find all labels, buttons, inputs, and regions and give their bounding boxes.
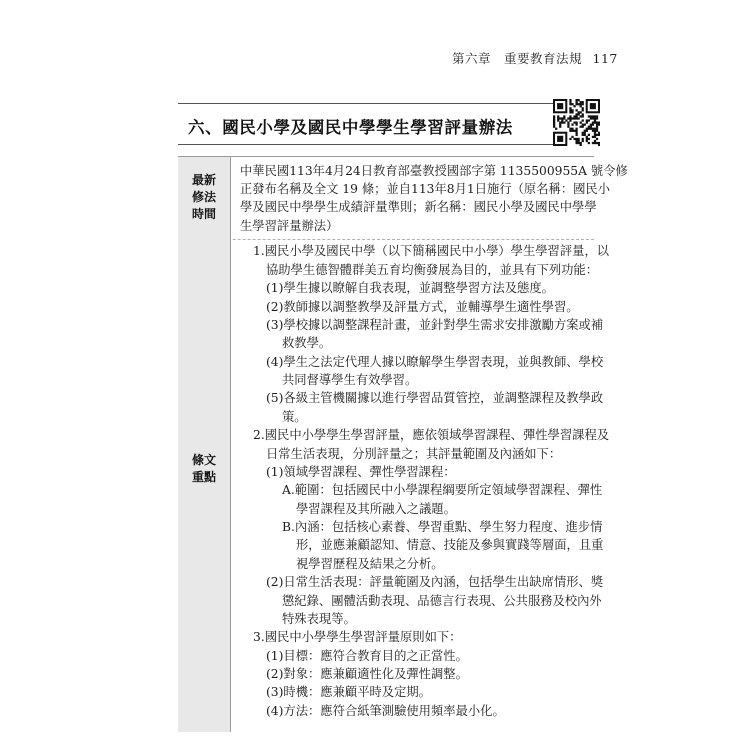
- section-title-bar: [178, 103, 595, 145]
- key-point-line: 救教學。: [282, 336, 332, 350]
- key-point-line: 日常生活表現，分別評量之；其評量範圍及內涵如下：: [266, 447, 562, 461]
- key-point-line: A.範圍：包括國民中小學課程綱要所定領域學習課程、彈性: [282, 483, 603, 497]
- key-point-line: (2)對象：應兼顧適性化及彈性調整。: [266, 667, 468, 681]
- amendment-label: [178, 172, 230, 223]
- key-point-line: (2)日常生活表現：評量範圍及內涵，包括學生出缺席情形、獎: [266, 575, 604, 589]
- key-point-line: 視學習歷程及結果之分析。: [296, 557, 444, 571]
- amendment-line: 中華民國113年4月24日教育部臺教授國部字第 1135500955A 號令修: [240, 164, 628, 178]
- key-point-line: 特殊表現等。: [282, 612, 356, 626]
- key-point-line: (5)各級主管機關據以進行學習品質管控，並調整課程及教學政: [266, 391, 604, 405]
- key-point-line: 協助學生德智體群美五育均衡發展為目的，並具有下列功能：: [266, 263, 599, 277]
- key-point-line: 2.國民中小學學生學習評量，應依領域學習課程、彈性學習課程及: [253, 428, 610, 442]
- key-points-row: [178, 239, 610, 732]
- law-summary-table: [178, 156, 628, 732]
- running-head: [452, 49, 618, 67]
- qr-code-icon[interactable]: [553, 99, 600, 146]
- amendment-row: [178, 156, 628, 240]
- amendment-line: 正發布名稱及全文 19 條；並自113年8月1日施行（原名稱：國民小: [240, 182, 611, 197]
- key-points-label-line: 條文: [191, 453, 216, 467]
- key-points-label-line: 重點: [191, 470, 216, 484]
- key-point-line: (3)時機：應兼顧平時及定期。: [266, 685, 431, 699]
- amendment-label-line: 最新: [191, 173, 216, 187]
- amendment-line: 學及國民中學學生成績評量準則；新名稱：國民小學及國民中學學: [240, 200, 597, 215]
- key-point-line: (1)領域學習課程、彈性學習課程：: [266, 465, 456, 479]
- page-number: 117: [592, 51, 618, 66]
- key-point-line: 學習課程及其所融入之議題。: [296, 502, 456, 516]
- amendment-label-line: 時間: [191, 207, 216, 221]
- key-point-line: 策。: [282, 410, 307, 424]
- key-point-line: (1)目標：應符合教育目的之正當性。: [266, 649, 468, 663]
- key-point-line: 懲紀錄、團體活動表現、品德言行表現、公共服務及校內外: [282, 594, 602, 608]
- key-point-line: 3.國民中小學學生學習評量原則如下：: [253, 630, 462, 644]
- amendment-label-line: 修法: [191, 190, 216, 204]
- section-title: 六、國民小學及國民中學學生學習評量辦法: [188, 118, 513, 137]
- amendment-text: [240, 162, 628, 235]
- key-point-line: (4)學生之法定代理人據以瞭解學生學習表現，並與教師、學校: [266, 355, 604, 369]
- key-point-line: (2)教師據以調整教學及評量方式，並輔導學生適性學習。: [266, 300, 579, 314]
- key-point-line: B.內涵：包括核心素養、學習重點、學生努力程度、進步情: [282, 520, 603, 534]
- amendment-line: 生學習評量辦法）: [240, 218, 339, 233]
- key-point-line: 形，並應兼顧認知、情意、技能及參與實踐等層面，且重: [296, 538, 604, 552]
- amendment-label-cell: [178, 157, 231, 239]
- key-point-line: 共同督導學生有效學習。: [282, 373, 418, 387]
- key-point-line: (1)學生據以瞭解自我表現，並調整學習方法及態度。: [266, 281, 554, 295]
- chapter-title: 第六章 重要教育法規: [452, 51, 583, 66]
- key-point-line: (3)學校據以調整課程計畫，並針對學生需求安排激勵方案或補: [266, 318, 604, 332]
- key-point-line: 1.國民小學及國民中學（以下簡稱國民中小學）學生學習評量，以: [253, 244, 610, 258]
- key-point-line: (4)方法：應符合紙筆測驗使用頻率最小化。: [266, 704, 505, 718]
- key-points-text: [178, 239, 610, 732]
